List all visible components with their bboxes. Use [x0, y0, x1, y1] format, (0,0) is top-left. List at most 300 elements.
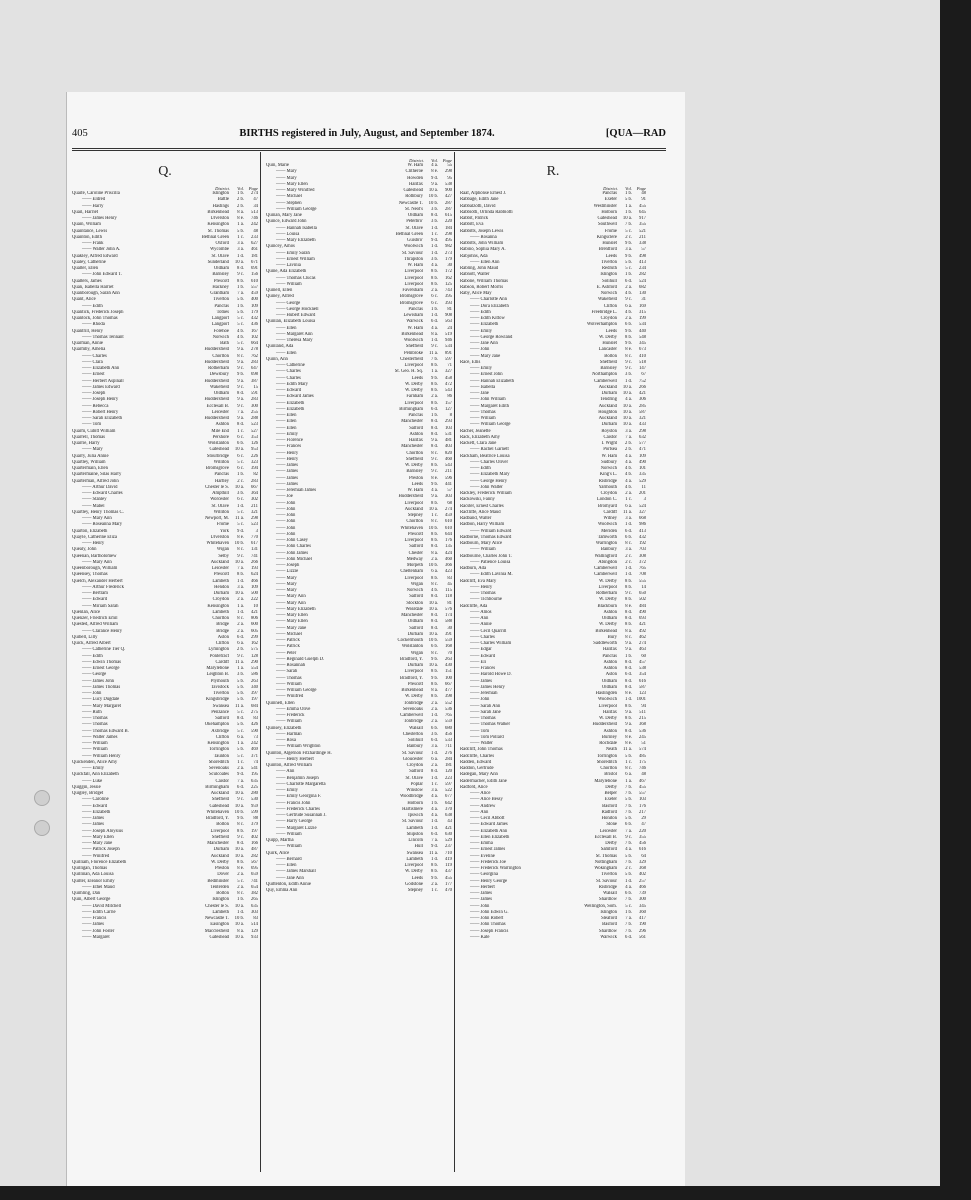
entry-page: 765: [444, 713, 452, 718]
entry-volume: 3 a.: [625, 547, 632, 553]
entry-name: Quarton, Elizabeth: [72, 528, 108, 534]
entry-district: Rochdale: [599, 741, 617, 746]
entry-page: 129: [250, 928, 258, 934]
entry-district: Salford: [409, 544, 423, 550]
entry-district: Cockermouth: [397, 638, 423, 643]
entry-page: 179: [250, 309, 258, 315]
entry-page: 355: [638, 222, 646, 228]
entry-name: Quinn, Ann: [266, 356, 288, 362]
entry-page: 698: [250, 372, 258, 378]
entry-volume: 1 d.: [624, 697, 632, 703]
entry-volume: 8 b.: [430, 269, 438, 275]
entry-district: Croydon: [600, 316, 617, 321]
entry-volume: 10 b.: [428, 525, 438, 531]
entry-name: —— Ethel Maud: [82, 884, 115, 890]
register-entry: [266, 888, 452, 894]
entry-volume: 9 c.: [625, 297, 632, 303]
entry-volume: 10 b.: [234, 809, 244, 815]
entry-page: 397: [250, 691, 258, 696]
entry-district: St. Olave: [211, 253, 229, 259]
entry-volume: 8 e.: [625, 347, 632, 353]
entry-name: —— James Henry: [470, 684, 505, 690]
entry-page: 680: [444, 725, 452, 731]
entry-district: Huddersfield: [204, 378, 229, 384]
entry-page: 315: [638, 309, 646, 315]
entry-district: E. Ashford: [596, 284, 617, 290]
entry-page: 456: [638, 841, 646, 846]
entry-name: —— Cecil Abbott: [470, 816, 505, 821]
entry-volume: 6 d.: [430, 406, 438, 412]
entry-volume: 10 a.: [234, 922, 244, 928]
entry-page: 523: [250, 422, 258, 428]
entry-volume: 9 a.: [237, 359, 244, 365]
entry-name: —— Francis: [82, 916, 107, 921]
entry-name: —— Mary Jane: [82, 841, 113, 846]
entry-volume: 10 b.: [234, 916, 244, 921]
entry-volume: 7 b.: [624, 897, 632, 903]
entry-volume: 1 d.: [236, 253, 244, 259]
entry-district: Selby: [218, 553, 229, 559]
entry-name: Rabling, John Maud: [460, 266, 499, 271]
entry-page: 610: [444, 525, 452, 531]
entry-district: Prescott: [407, 681, 423, 687]
entry-volume: 9 a.: [625, 641, 632, 646]
entry-district: Swansea: [212, 703, 229, 709]
entry-volume: 4 b.: [624, 484, 632, 490]
entry-name: Race, Ellis: [460, 359, 481, 365]
entry-page: 211: [445, 469, 452, 475]
entry-district: Croydon: [406, 763, 423, 768]
entry-name: —— John: [276, 513, 296, 518]
entry-district: Saddleworth: [593, 641, 617, 646]
entry-district: Mile End: [211, 428, 229, 434]
entry-volume: 1 d.: [430, 338, 438, 343]
entry-name: —— Mary Jane: [276, 625, 307, 631]
entry-name: Quickfall, Ann Elizabeth: [72, 772, 119, 778]
entry-name: Quantick, Frederick Joseph: [72, 309, 124, 315]
entry-page: 668: [638, 516, 646, 521]
entry-district: Durham: [601, 422, 617, 428]
entry-name: —— James Edward: [82, 384, 120, 390]
entry-district: W. Ham: [407, 263, 423, 268]
entry-district: Langport: [211, 316, 229, 321]
entry-district: Lambeth: [212, 578, 229, 584]
entry-district: Bethnal Green: [395, 231, 423, 237]
entry-district: Woolwich: [597, 697, 617, 703]
entry-name: Radermacher, Edith Jane: [460, 778, 507, 784]
entry-name: —— John William: [470, 397, 506, 403]
entry-volume: 1 a.: [237, 741, 244, 746]
entry-page: 103: [638, 797, 646, 803]
entry-page: 83: [253, 716, 258, 721]
entry-district: Oldham: [213, 266, 229, 271]
entry-district: Pancras: [602, 653, 617, 659]
entry-name: —— Stephen: [276, 200, 302, 206]
entry-page: 673: [638, 347, 646, 353]
entry-name: —— Roseanna Mary: [82, 522, 123, 528]
entry-page: 587: [638, 684, 646, 690]
entry-district: Auckland: [598, 403, 617, 409]
entry-district: Forehoe: [213, 328, 229, 334]
entry-district: St. Neot's: [404, 206, 423, 212]
entry-volume: 1 b.: [624, 191, 632, 196]
entry-page: 303: [444, 494, 452, 500]
entry-volume: 7 b.: [624, 803, 632, 809]
entry-district: I. Wight: [601, 441, 617, 446]
entry-volume: 2 a.: [625, 316, 632, 321]
entry-volume: 1 d.: [430, 713, 438, 718]
entry-page: 599: [250, 809, 258, 815]
entry-name: —— Kate: [470, 934, 490, 940]
entry-volume: 9 c.: [625, 366, 632, 371]
entry-district: Woodbridge: [399, 794, 423, 800]
entry-name: —— Elizabeth: [276, 400, 305, 406]
entry-name: —— George: [276, 300, 301, 306]
entry-name: —— Charles: [82, 353, 107, 359]
entry-page: 109: [250, 303, 258, 309]
entry-district: Hendon: [214, 584, 229, 590]
entry-page: 285: [638, 403, 646, 409]
entry-name: —— Frances: [470, 666, 496, 671]
entry-volume: 9 b.: [430, 875, 438, 881]
entry-volume: 6 d.: [624, 672, 632, 678]
entry-name: Quartley, Henry Thomas C.: [72, 509, 124, 515]
entry-name: Rabbiotti, Orlinda Rabbiotti: [460, 209, 513, 215]
entry-district: Liverpool: [404, 269, 423, 275]
entry-page: 642: [444, 800, 452, 806]
entry-volume: 6 a.: [431, 569, 438, 575]
entry-name: Radbourne, Charles John T.: [460, 553, 513, 559]
entry-district: Lambeth: [406, 825, 423, 831]
entry-name: Rabino, Sophia Mary A.: [460, 247, 506, 253]
entry-volume: 8 d.: [624, 659, 632, 665]
entry-volume: 5 c.: [237, 709, 244, 715]
entry-district: Sevenoaks: [402, 706, 423, 712]
entry-page: 45: [447, 581, 452, 587]
entry-district: York: [219, 528, 229, 534]
entry-volume: 6 b.: [624, 891, 632, 896]
entry-district: Woolwich: [403, 338, 423, 343]
entry-volume: 6 a.: [625, 303, 632, 309]
entry-volume: 1 c.: [625, 497, 632, 503]
entry-page: 265: [250, 897, 258, 903]
entry-volume: 10 a.: [428, 188, 438, 193]
entry-volume: 7 b.: [624, 809, 632, 815]
entry-district: W. Ham: [407, 325, 423, 331]
entry-volume: 9 b.: [236, 372, 244, 378]
entry-volume: 1 b.: [236, 191, 244, 196]
entry-page: 118: [445, 594, 452, 600]
entry-name: —— Thomas: [82, 716, 108, 721]
entry-volume: 7 a.: [237, 778, 244, 784]
entry-district: Bolton: [216, 891, 229, 896]
page-number: 405: [72, 128, 88, 139]
entry-district: Clifton: [215, 641, 229, 646]
entry-name: —— Joe: [276, 494, 293, 500]
entry-volume: 5 b.: [236, 747, 244, 753]
entry-district: Halifax: [408, 438, 423, 443]
entry-name: Quiggin, Jessie: [72, 784, 101, 790]
entry-name: Quinton, Alfred William: [266, 763, 312, 768]
entry-district: Bradford, Y.: [399, 656, 423, 662]
entry-volume: 1 c.: [237, 428, 244, 434]
entry-district: Auckland: [598, 416, 617, 421]
entry-name: —— Edith: [470, 466, 491, 471]
entry-district: Salford: [215, 716, 229, 721]
entry-name: —— John Michael: [276, 556, 312, 562]
entry-page: 691: [250, 266, 258, 271]
entry-district: Norwich: [212, 334, 229, 340]
entry-page: 536: [444, 706, 452, 712]
entry-page: 635: [250, 778, 258, 784]
entry-volume: 8 a.: [431, 688, 438, 693]
entry-name: —— Amos: [470, 609, 492, 615]
entry-page: 288: [250, 416, 258, 421]
entry-name: Rabbitts, Joseph Lewis: [460, 228, 504, 234]
entry-name: —— Mary Jane: [470, 353, 501, 359]
entry-volume: 6 c.: [431, 294, 438, 300]
entry-page: 502: [638, 597, 646, 603]
entry-volume: 8 b.: [430, 275, 438, 281]
entry-page: 395: [444, 294, 452, 300]
entry-volume: 8 e.: [237, 866, 244, 871]
entry-name: —— Ellen: [276, 425, 297, 431]
entry-district: Easington: [210, 922, 229, 928]
entry-name: —— Herbert Aspinall: [82, 378, 124, 384]
entry-page: 555: [638, 578, 646, 584]
entry-volume: 8 d.: [430, 544, 438, 550]
entry-page: 455: [638, 203, 646, 209]
entry-page: 617: [250, 541, 258, 546]
entry-page: 130: [638, 291, 646, 296]
entry-name: —— John: [276, 519, 296, 525]
entry-page: 543: [444, 463, 452, 468]
entry-district: Barnsley: [406, 469, 423, 475]
entry-name: —— James Marshall: [276, 869, 316, 875]
column-r: [460, 158, 646, 1178]
entry-district: Pershore: [212, 434, 229, 440]
entry-volume: 8 a.: [431, 550, 438, 556]
entry-page: 29: [641, 816, 646, 821]
entry-volume: 11 a.: [429, 850, 438, 856]
entry-name: —— Alice Bessy: [470, 797, 503, 803]
entry-district: Ashton: [603, 609, 617, 615]
entry-volume: 1 d.: [236, 609, 244, 615]
entry-page: 682: [638, 284, 646, 290]
entry-name: Rabbit, Patrick: [460, 216, 489, 221]
entry-district: Chorlton: [600, 766, 617, 771]
entry-page: 257: [638, 878, 646, 884]
entry-district: Meriden: [601, 528, 617, 534]
entry-page: 432: [638, 534, 646, 540]
entry-district: Norwich: [600, 466, 617, 471]
entry-page: 371: [250, 753, 258, 759]
entry-volume: 1 a.: [237, 603, 244, 609]
entry-page: 524: [638, 278, 646, 284]
entry-name: —— Edith Kittow: [470, 316, 505, 321]
entry-name: —— James Henry: [82, 216, 117, 221]
entry-district: Freebridge L.: [591, 309, 617, 315]
entry-page: 770: [250, 534, 258, 540]
entry-name: Quince, Edward John: [266, 219, 307, 225]
entry-page: 282: [638, 272, 646, 278]
entry-district: Liverpool: [598, 584, 617, 590]
entry-page: 557: [638, 791, 646, 796]
entry-name: —— Edward James: [470, 822, 508, 828]
entry-volume: 8 b.: [430, 863, 438, 868]
entry-district: Abingdon: [598, 559, 617, 565]
entry-page: 413: [638, 259, 646, 265]
entry-name: —— Edward James: [276, 394, 314, 400]
entry-page: 100: [444, 675, 452, 681]
entry-district: Wycombe: [210, 247, 229, 253]
entry-name: —— Mary Elizabeth: [276, 238, 316, 243]
entry-district: W. Derby: [598, 622, 617, 628]
entry-name: —— Mary Ellen: [276, 613, 308, 618]
entry-page: 433: [638, 422, 646, 428]
entry-page: 424: [444, 550, 452, 556]
entry-district: Houghton: [598, 409, 617, 415]
entry-name: —— Harold Howe D.: [470, 672, 512, 678]
entry-volume: 9 c.: [237, 653, 244, 659]
entry-page: 534: [444, 344, 452, 350]
entry-volume: 7 b.: [624, 928, 632, 934]
entry-district: W. Derby: [404, 463, 423, 468]
entry-page: 368: [638, 866, 646, 871]
volume-header: Vol.: [431, 158, 438, 163]
entry-name: Quarmby, Amelia: [72, 347, 106, 353]
entry-name: —— Bernard: [276, 856, 302, 862]
entry-page: 576: [444, 606, 452, 612]
entry-name: —— James: [276, 469, 299, 475]
entry-name: —— Arthur David: [82, 484, 118, 490]
entry-name: Quiney, Alfred: [266, 294, 294, 300]
entry-name: —— Joseph Aloysius: [82, 828, 123, 834]
entry-name: —— James: [82, 816, 105, 821]
entry-page: 627: [250, 241, 258, 246]
entry-volume: 1 c.: [237, 759, 244, 765]
entry-district: Shoreditch: [596, 759, 617, 765]
entry-volume: 8 d.: [430, 425, 438, 431]
entry-volume: 9 d.: [236, 772, 244, 778]
entry-name: —— Thomas: [470, 716, 496, 721]
entry-name: —— Benjamin Joseph: [276, 775, 319, 781]
entry-volume: 8 b.: [624, 703, 632, 709]
entry-page: 353: [250, 434, 258, 440]
entry-volume: 8 b.: [430, 400, 438, 406]
entry-district: Haslingden: [595, 691, 617, 696]
entry-page: 255: [250, 409, 258, 415]
entry-page: 48: [253, 228, 258, 234]
entry-name: —— Rhoda: [82, 322, 105, 328]
entry-page: 567: [250, 859, 258, 865]
column-divider: [260, 152, 261, 1172]
entry-page: 300: [638, 897, 646, 903]
entry-name: Radbon, Harry William: [460, 522, 505, 528]
entry-district: Brentford: [598, 247, 617, 253]
entry-district: Lambeth: [212, 609, 229, 615]
entry-name: —— Mary: [276, 169, 297, 175]
entry-page: 400: [250, 297, 258, 303]
entry-name: Quaife, Caroline Priscilla: [72, 191, 120, 196]
entry-name: —— Ernest George: [82, 666, 120, 671]
entry-district: Tamworth: [597, 534, 617, 540]
entry-volume: 2 a.: [431, 763, 438, 768]
entry-page: 360: [638, 909, 646, 915]
entry-volume: 8 b.: [430, 681, 438, 687]
entry-page: 460: [444, 456, 452, 462]
entry-volume: 6 a.: [625, 503, 632, 509]
entry-page: 299: [250, 634, 258, 640]
entry-page: 298: [250, 516, 258, 521]
entry-volume: 7 b.: [430, 356, 438, 362]
entry-district: Taunton: [213, 753, 229, 759]
entry-page: 190: [638, 922, 646, 928]
entry-name: —— Frederick Joe: [470, 859, 506, 865]
entry-page: 151: [444, 669, 452, 675]
entry-volume: 8 d.: [624, 728, 632, 734]
entry-page: 70: [447, 650, 452, 656]
entry-name: —— William George: [276, 206, 317, 212]
entry-district: Langport: [211, 322, 229, 328]
entry-district: Clifton: [215, 734, 229, 740]
entry-district: Royston: [601, 428, 617, 434]
entry-name: —— Frederick: [276, 713, 305, 718]
entry-page: 64: [641, 853, 646, 859]
entry-district: Pembroke: [403, 350, 423, 356]
entry-district: St. Thomas: [207, 228, 229, 234]
entry-page: 467: [638, 778, 646, 784]
entry-district: Wolstanton: [207, 441, 229, 446]
entry-page: 175: [638, 759, 646, 765]
entry-page: 47: [253, 197, 258, 203]
entry-page: 667: [444, 681, 452, 687]
entry-volume: 8 b.: [236, 572, 244, 578]
entry-volume: 2 c.: [625, 234, 632, 240]
entry-page: 197: [250, 828, 258, 834]
entry-name: Quinton, Algernon Fitzhardinge H.: [266, 750, 332, 756]
entry-page: 275: [250, 709, 258, 715]
entry-volume: 8 d.: [624, 678, 632, 684]
entry-district: Lincoln: [408, 838, 423, 843]
entry-name: —— Edgar: [470, 647, 492, 653]
entry-name: —— Mary: [276, 581, 297, 587]
entry-page: 650: [638, 591, 646, 596]
entry-volume: 9 c.: [625, 591, 632, 596]
entry-district: Howden: [407, 175, 423, 181]
entry-page: 561: [638, 934, 646, 940]
entry-district: Worcester: [210, 497, 229, 503]
entry-name: —— George Rowland: [470, 334, 513, 340]
entry-page: 245: [638, 734, 646, 740]
entry-volume: 6 d.: [624, 278, 632, 284]
entry-page: 461: [250, 247, 258, 253]
entry-page: 176: [638, 803, 646, 809]
entry-name: —— Lavinia: [276, 263, 301, 268]
entry-page: 481: [444, 438, 452, 443]
entry-page: 575: [250, 647, 258, 653]
entry-name: —— Ellen Elizabeth: [470, 834, 510, 840]
entry-name: —— Georgina: [470, 872, 498, 878]
entry-volume: 5 c.: [237, 316, 244, 321]
entry-district: Auckland: [210, 853, 229, 859]
entry-name: —— Rosanna: [470, 234, 497, 240]
entry-volume: 1 b.: [236, 303, 244, 309]
entry-page: 60: [641, 653, 646, 659]
entry-name: —— George Henry: [470, 478, 508, 484]
entry-page: 522: [444, 788, 452, 793]
entry-page: 492: [638, 628, 646, 634]
